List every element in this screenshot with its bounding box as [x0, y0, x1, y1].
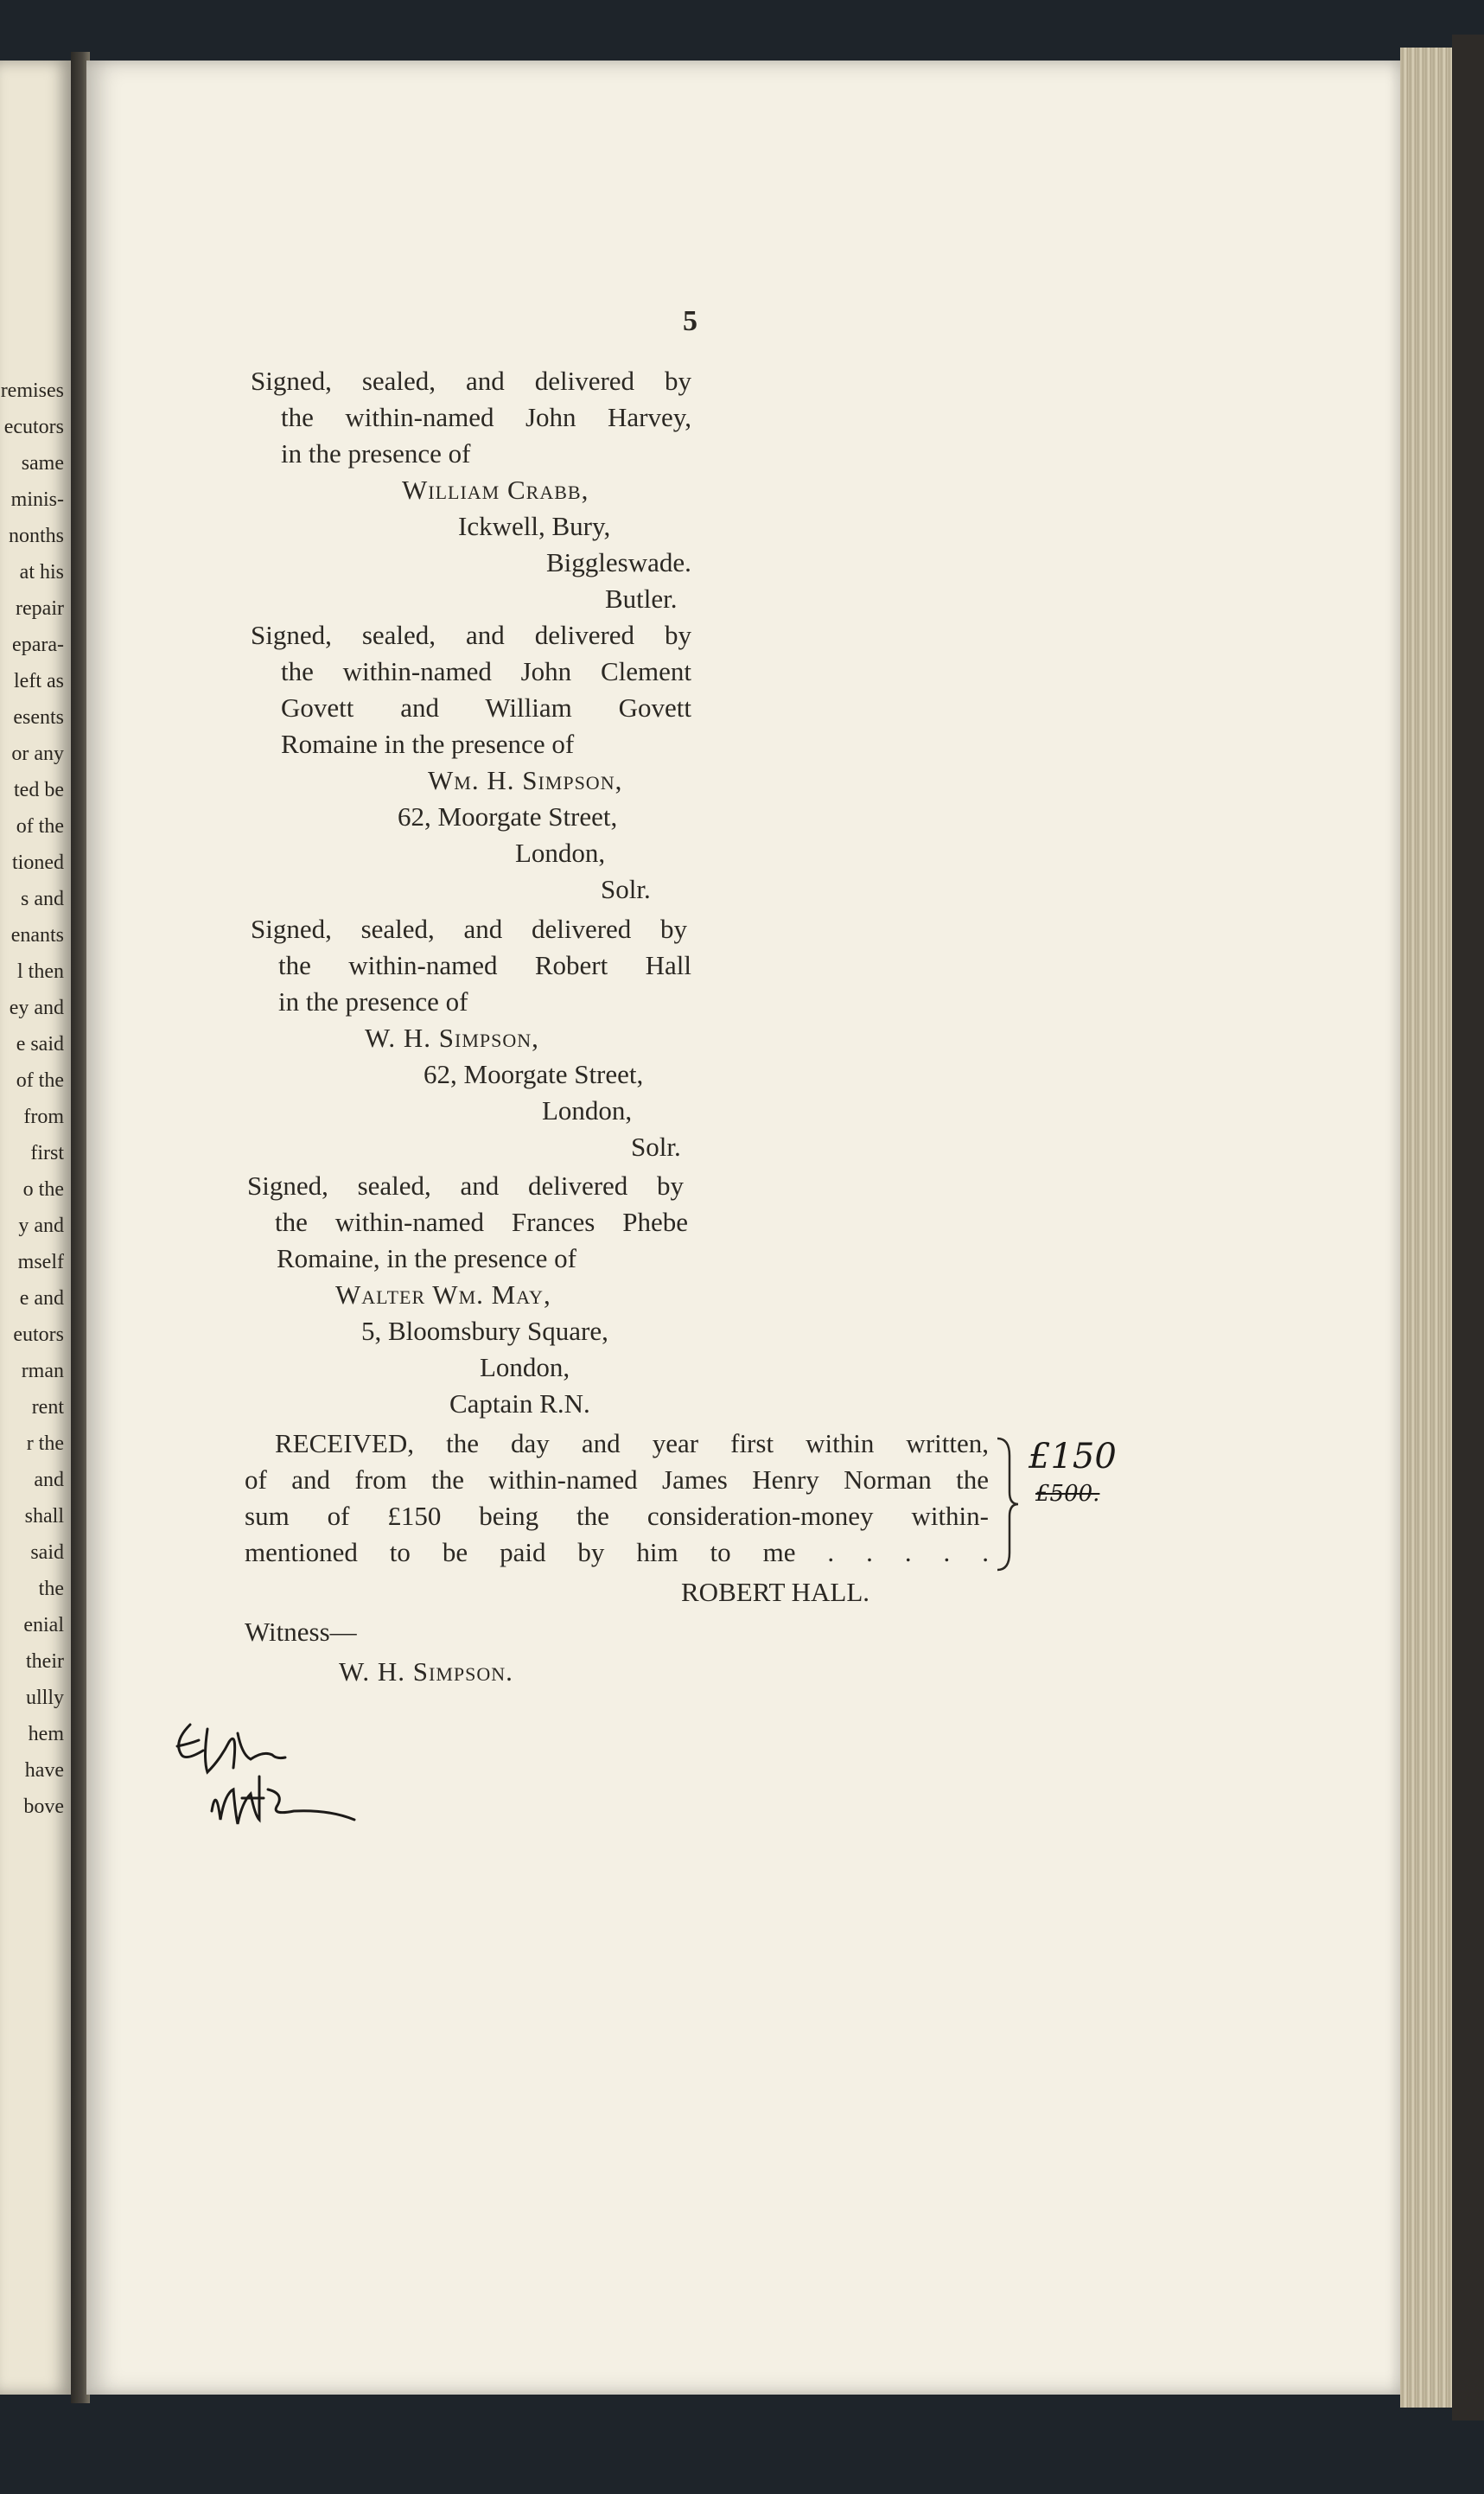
facing-page-fragment: ted be	[14, 779, 64, 801]
attestation-line: the within-named Frances Phebe	[275, 1207, 688, 1237]
facing-page-fragment: minis-	[10, 488, 64, 511]
facing-page-fragment: remises	[0, 380, 64, 402]
facing-page-fragment: r the	[26, 1432, 64, 1455]
facing-page-fragment: s and	[21, 888, 64, 910]
facing-page-fragment: enial	[23, 1614, 64, 1636]
receipt-line: mentioned to be paid by him to me . . . . .	[245, 1537, 989, 1567]
facing-page-fragment: o the	[22, 1178, 64, 1201]
facing-page-fragment: of the	[16, 1069, 64, 1092]
facing-page-fragment: epara-	[12, 634, 64, 656]
facing-page-fragment: bove	[23, 1796, 64, 1818]
receipt-line: RECEIVED, the day and year first within written,	[275, 1428, 989, 1458]
facing-page-fragment: ullly	[25, 1687, 64, 1709]
witness-label: Witness—	[245, 1617, 357, 1647]
witness-name: Wm. H. Simpson,	[428, 765, 623, 795]
handwritten-signature-icon	[156, 1707, 415, 1880]
attestation-line: the within-named John Harvey,	[281, 402, 691, 432]
facing-page-fragment: y and	[18, 1215, 64, 1237]
facing-page-fragment: or any	[11, 743, 64, 765]
curly-brace-icon	[994, 1435, 1020, 1573]
witness-address: London,	[542, 1095, 633, 1126]
witness-address: London,	[480, 1352, 570, 1382]
facing-page-fragment: of the	[16, 815, 64, 838]
attestation-line: in the presence of	[281, 438, 471, 469]
witness-address: Biggleswade.	[546, 547, 691, 577]
witness-address: 5, Bloomsbury Square,	[361, 1316, 608, 1346]
struck-amount: £500.	[1035, 1481, 1100, 1507]
facing-page-fragment: from	[23, 1106, 64, 1128]
witness-name: William Crabb,	[402, 475, 589, 505]
page-edges	[1400, 48, 1455, 2408]
receipt-witness-name: W. H. Simpson.	[339, 1656, 513, 1687]
facing-page-fragment: rent	[31, 1396, 64, 1419]
attestation-line: the within-named John Clement	[281, 656, 691, 686]
attestation-line: Signed, sealed, and delivered by	[251, 366, 691, 396]
facing-page-fragment: left as	[14, 670, 64, 692]
facing-page-fragment: and	[34, 1469, 64, 1491]
attestation-line: the within-named Robert Hall	[278, 950, 691, 980]
facing-page-fragment: eutors	[13, 1324, 64, 1346]
handwritten-amount: £150	[1029, 1437, 1117, 1477]
attestation-line: Signed, sealed, and delivered by	[251, 914, 687, 944]
witness-occupation: Solr.	[631, 1132, 681, 1162]
facing-page-fragment: shall	[24, 1505, 64, 1528]
witness-address: 62, Moorgate Street,	[424, 1059, 644, 1089]
receipt-signatory: ROBERT HALL.	[681, 1577, 870, 1607]
receipt-line: of and from the within-named James Henry Norman the	[245, 1464, 989, 1495]
facing-page-fragment: have	[24, 1759, 64, 1782]
facing-page-fragment: ecutors	[3, 416, 64, 438]
facing-page-fragment: the	[38, 1578, 64, 1600]
facing-page-edge	[0, 61, 71, 2395]
witness-occupation: Solr.	[601, 874, 651, 904]
attestation-line: in the presence of	[278, 986, 468, 1017]
attestation-line: Govett and William Govett	[281, 692, 691, 723]
facing-page-fragment: l then	[17, 960, 64, 983]
facing-page-fragment: their	[26, 1650, 64, 1673]
witness-name: W. H. Simpson,	[365, 1023, 539, 1053]
facing-page-fragment: mself	[17, 1251, 64, 1273]
facing-page-fragment: hem	[28, 1723, 64, 1745]
witness-occupation: Butler.	[605, 584, 678, 614]
facing-page-fragment: said	[30, 1541, 64, 1564]
facing-page-fragment: esents	[13, 706, 64, 729]
facing-page-fragment: e and	[19, 1287, 64, 1310]
attestation-line: Signed, sealed, and delivered by	[247, 1170, 684, 1201]
witness-address: London,	[515, 838, 606, 868]
facing-page-fragment: enants	[10, 924, 64, 947]
witness-address: Ickwell, Bury,	[458, 511, 611, 541]
facing-page-fragment: at his	[19, 561, 64, 584]
witness-name: Walter Wm. May,	[335, 1279, 551, 1310]
attestation-line: Romaine in the presence of	[281, 729, 575, 759]
receipt-line: sum of £150 being the consideration-money within-	[245, 1501, 989, 1531]
book-cover-edge	[1452, 35, 1484, 2421]
facing-page-fragment: tioned	[12, 852, 64, 874]
facing-page-fragment: repair	[16, 597, 64, 620]
witness-occupation: Captain R.N.	[449, 1388, 590, 1419]
facing-page-fragment: ey and	[9, 997, 64, 1019]
facing-page-fragment: rman	[21, 1360, 64, 1382]
witness-address: 62, Moorgate Street,	[398, 801, 618, 832]
facing-page-fragment: e said	[16, 1033, 64, 1056]
facing-page-fragment: same	[21, 452, 64, 475]
page-number: 5	[683, 305, 697, 337]
facing-page-fragment: nonths	[8, 525, 64, 547]
attestation-line: Signed, sealed, and delivered by	[251, 620, 691, 650]
facing-page-fragment: first	[30, 1142, 64, 1164]
attestation-line: Romaine, in the presence of	[277, 1243, 576, 1273]
